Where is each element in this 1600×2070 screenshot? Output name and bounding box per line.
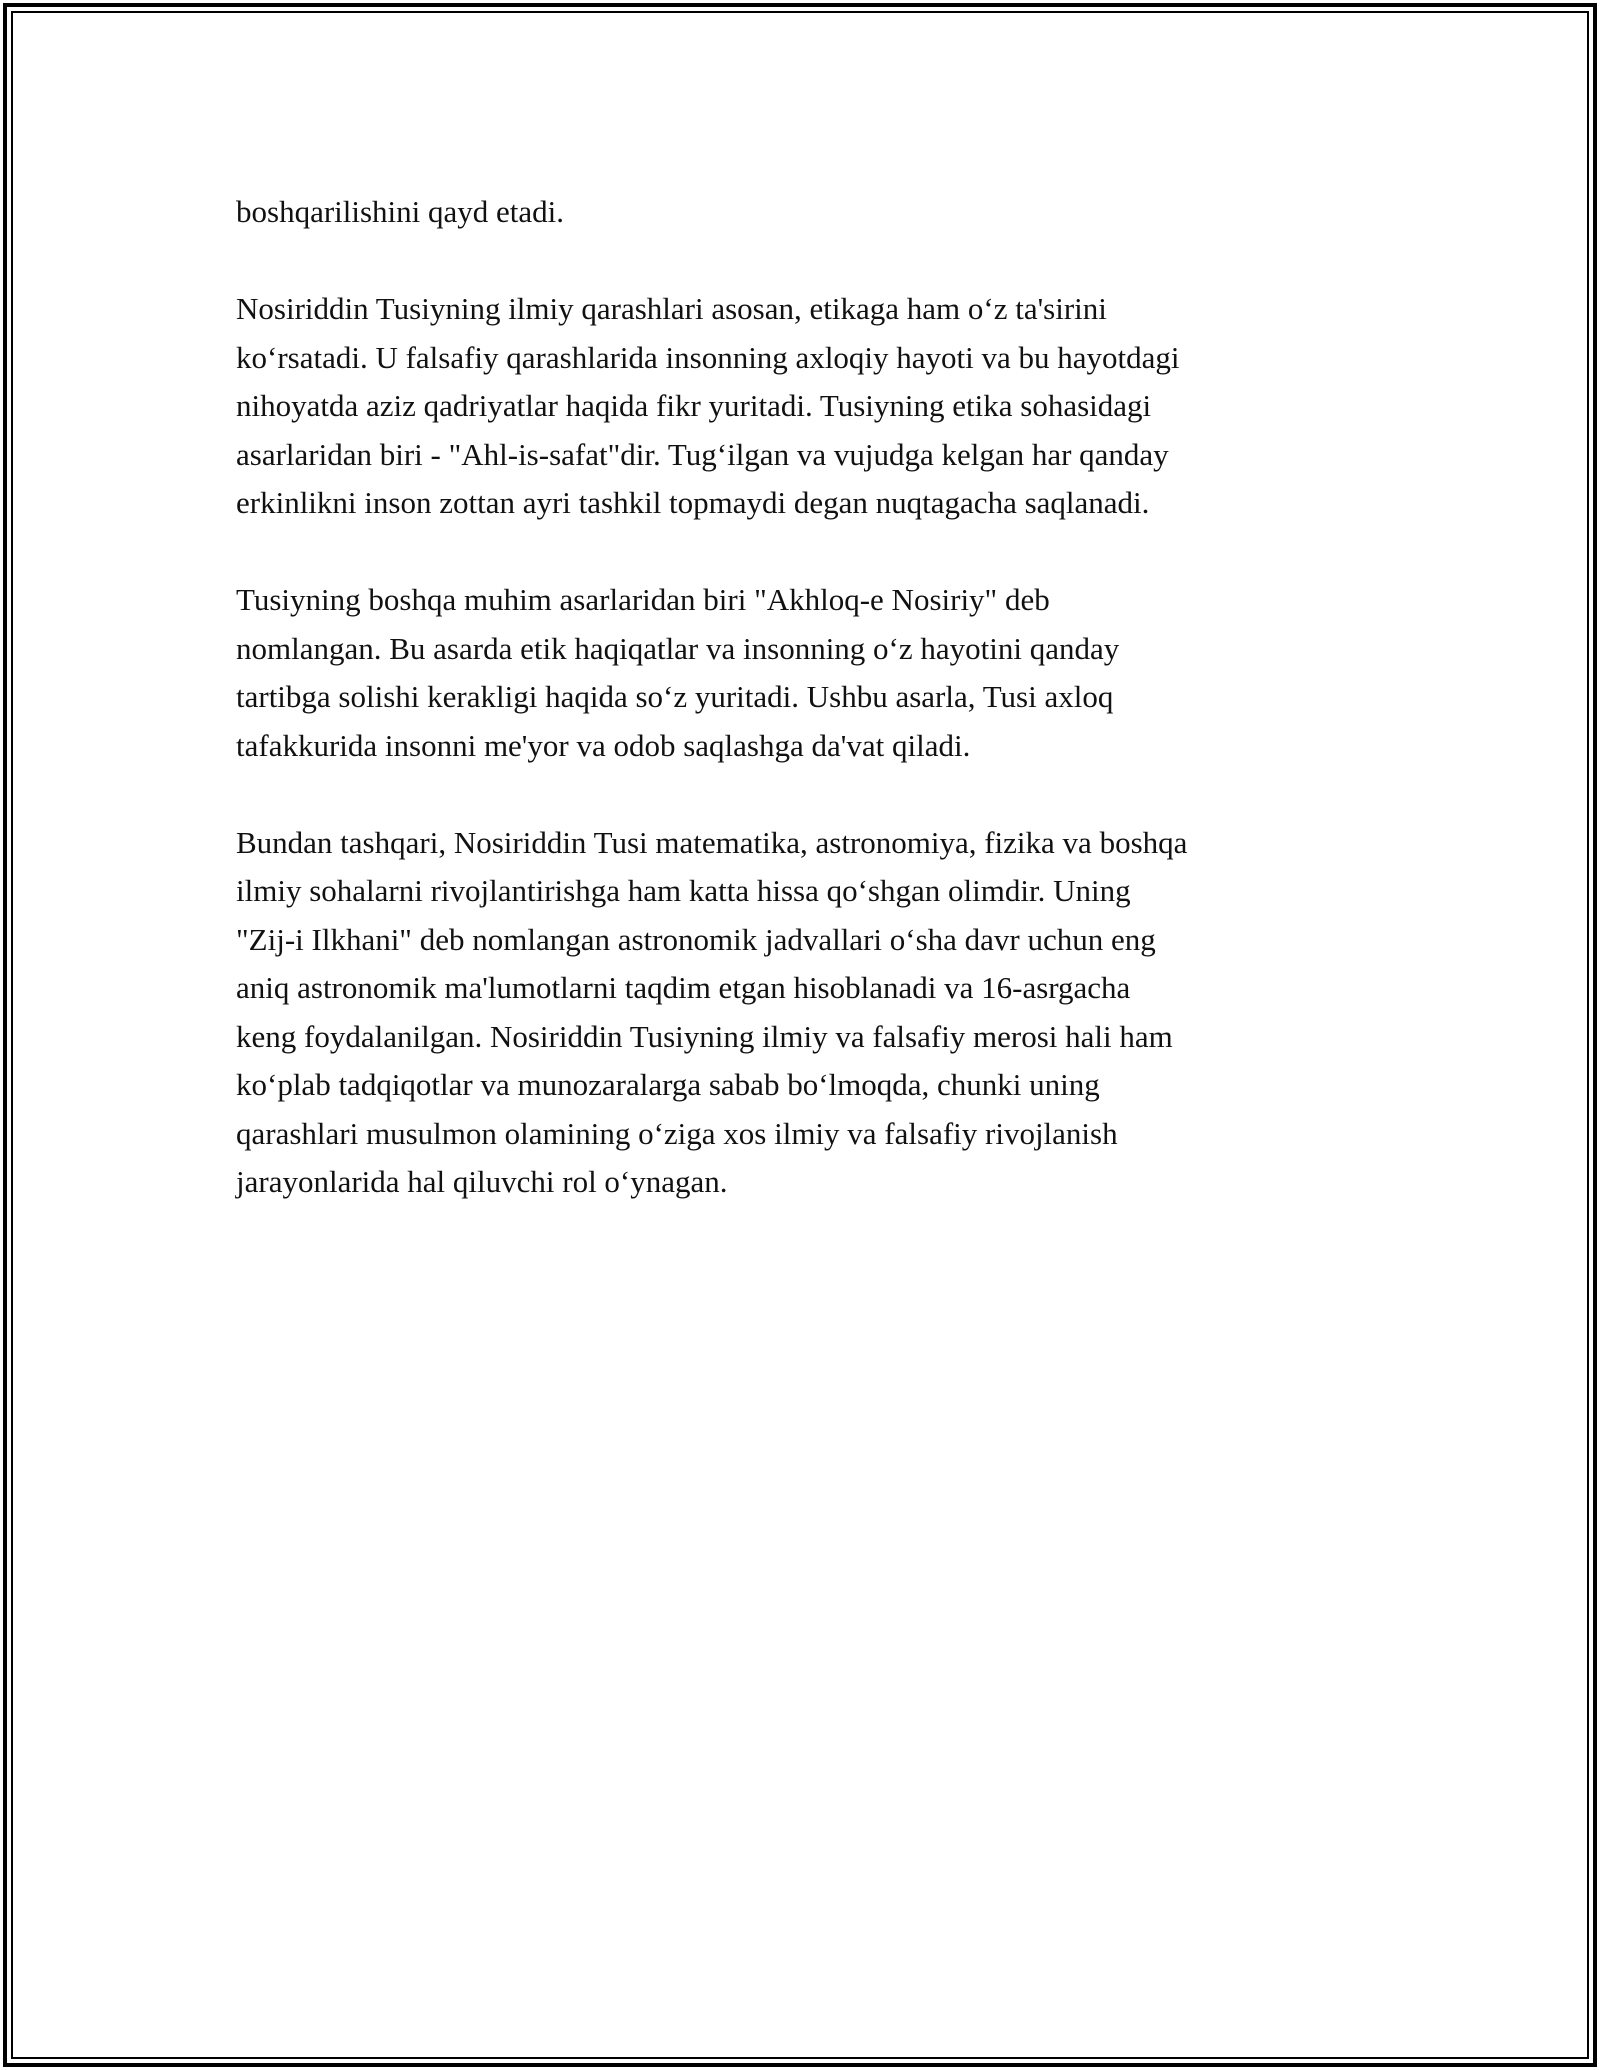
text-line: erkinlikni inson zottan ayri tashkil topmaydi degan nuqtagacha saqlanadi.: [236, 485, 1150, 520]
paragraph-2: [236, 285, 1376, 528]
document-body: [236, 188, 1376, 1255]
text-line: nihoyatda aziz qadriyatlar haqida fikr yuritadi. Tusiyning etika sohasidagi: [236, 388, 1152, 423]
paragraph-4: [236, 819, 1376, 1207]
text-line: tartibga solishi kerakligi haqida so‘z yuritadi. Ushbu asarla, Tusi axloq: [236, 679, 1114, 714]
text-line: boshqarilishini qayd etadi.: [236, 194, 565, 229]
text-line: asarlaridan biri - "Ahl-is-safat"dir. Tug‘ilgan va vujudga kelgan har qanday: [236, 436, 1169, 472]
text-line: Bundan tashqari, Nosiriddin Tusi matematika, astronomiya, fizika va boshqa: [236, 824, 1188, 860]
text-line: ko‘plab tadqiqotlar va munozaralarga sabab bo‘lmoqda, chunki uning: [236, 1067, 1100, 1102]
text-line: aniq astronomik ma'lumotlarni taqdim etgan hisoblanadi va 16-asrgacha: [236, 970, 1131, 1005]
text-line: tafakkurida insonni me'yor va odob saqlashga da'vat qiladi.: [236, 727, 971, 763]
text-line: "Zij-i Ilkhani" deb nomlangan astronomik jadvallari o‘sha davr uchun eng: [236, 921, 1156, 957]
paragraph-3: [236, 576, 1376, 770]
text-line: ilmiy sohalarni rivojlantirishga ham katta hissa qo‘shgan olimdir. Uning: [236, 873, 1131, 908]
text-line: Tusiyning boshqa muhim asarlaridan biri "Akhloq-e Nosiriy" deb: [236, 582, 1050, 617]
paragraph-1: [236, 188, 1376, 237]
text-line: qarashlari musulmon olamining o‘ziga xos ilmiy va falsafiy rivojlanish: [236, 1115, 1118, 1151]
text-line: nomlangan. Bu asarda etik haqiqatlar va insonning o‘z hayotini qanday: [236, 630, 1120, 666]
text-line: keng foydalanilgan. Nosiriddin Tusiyning ilmiy va falsafiy merosi hali ham: [236, 1018, 1173, 1054]
text-line: jarayonlarida hal qiluvchi rol o‘ynagan.: [236, 1164, 728, 1199]
text-line: ko‘rsatadi. U falsafiy qarashlarida insonning axloqiy hayoti va bu hayotdagi: [236, 339, 1180, 375]
text-line: Nosiriddin Tusiyning ilmiy qarashlari asosan, etikaga ham o‘z ta'sirini: [236, 291, 1107, 326]
